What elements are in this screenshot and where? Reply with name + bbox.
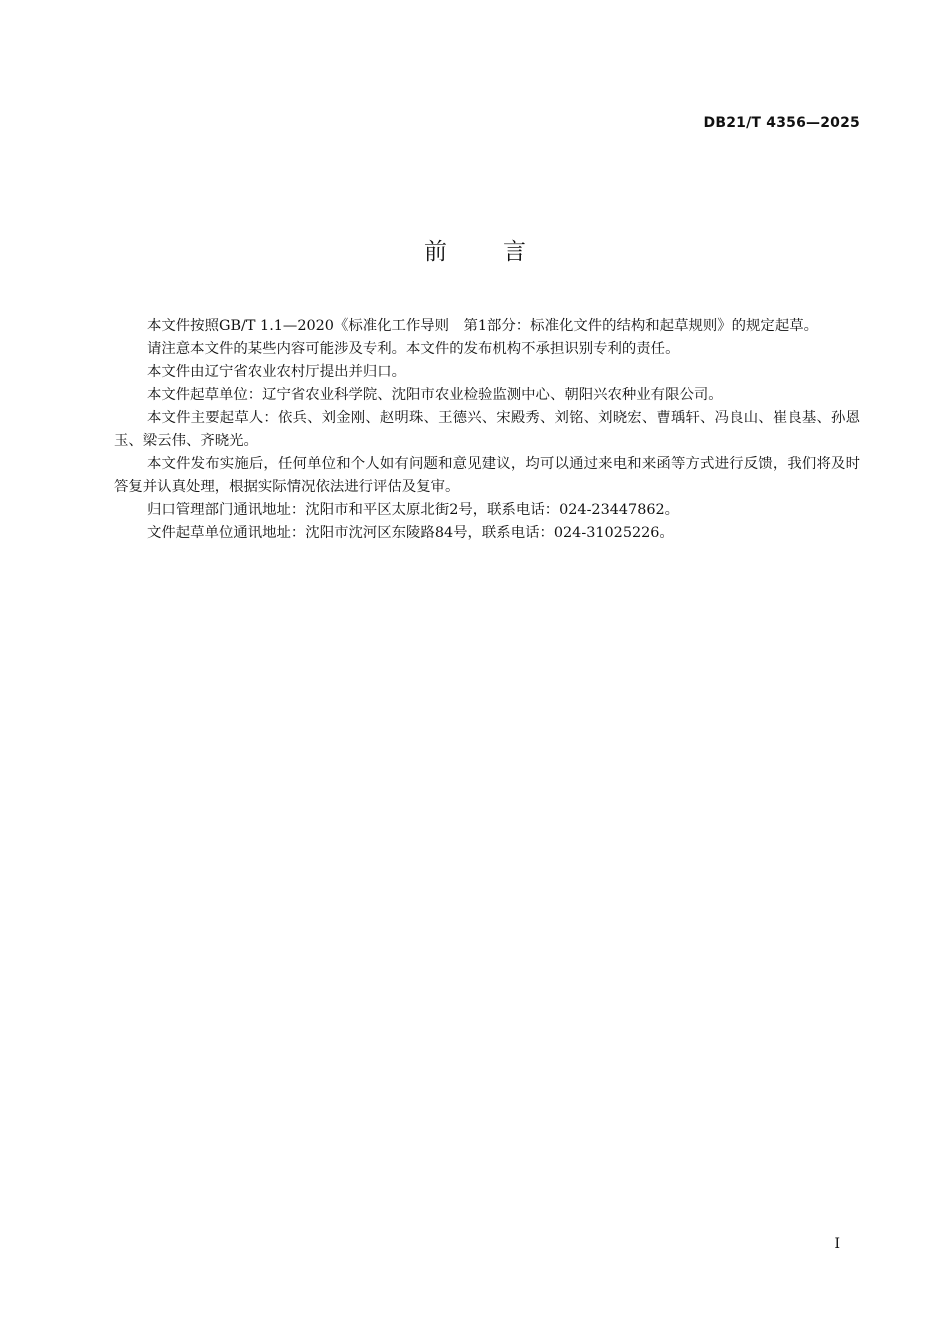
paragraph-admin-address: 归口管理部门通讯地址：沈阳市和平区太原北街2号，联系电话：024-23447862。 xyxy=(147,502,680,518)
paragraph-drafting-rules: 本文件按照GB/T 1.1—2020《标准化工作导则 第1部分：标准化文件的结构和起草规则》的规定起草。 xyxy=(147,318,818,334)
paragraph-patent-notice: 请注意本文件的某些内容可能涉及专利。本文件的发布机构不承担识别专利的责任。 xyxy=(147,341,680,357)
page-title: 前言 xyxy=(424,239,582,265)
page-number: I xyxy=(834,1236,840,1252)
paragraph-proposer: 本文件由辽宁省农业农村厅提出并归口。 xyxy=(147,364,407,380)
paragraph-drafters: 本文件主要起草人：依兵、刘金刚、赵明珠、王德兴、宋殿秀、刘铭、刘晓宏、曹瑀轩、冯良山、崔良基、孙恩玉、梁云伟、齐晓光。 xyxy=(114,410,860,449)
paragraph-drafter-address: 文件起草单位通讯地址：沈阳市沈河区东陵路84号，联系电话：024-31025226。 xyxy=(147,525,674,541)
paragraph-drafting-units: 本文件起草单位：辽宁省农业科学院、沈阳市农业检验监测中心、朝阳兴农种业有限公司。 xyxy=(147,387,723,403)
document-code: DB21/T 4356—2025 xyxy=(703,115,860,131)
paragraph-feedback: 本文件发布实施后，任何单位和个人如有问题和意见建议，均可以通过来电和来函等方式进行反馈，我们将及时答复并认真处理，根据实际情况依法进行评估及复审。 xyxy=(114,456,860,495)
foreword-body xyxy=(114,315,860,545)
